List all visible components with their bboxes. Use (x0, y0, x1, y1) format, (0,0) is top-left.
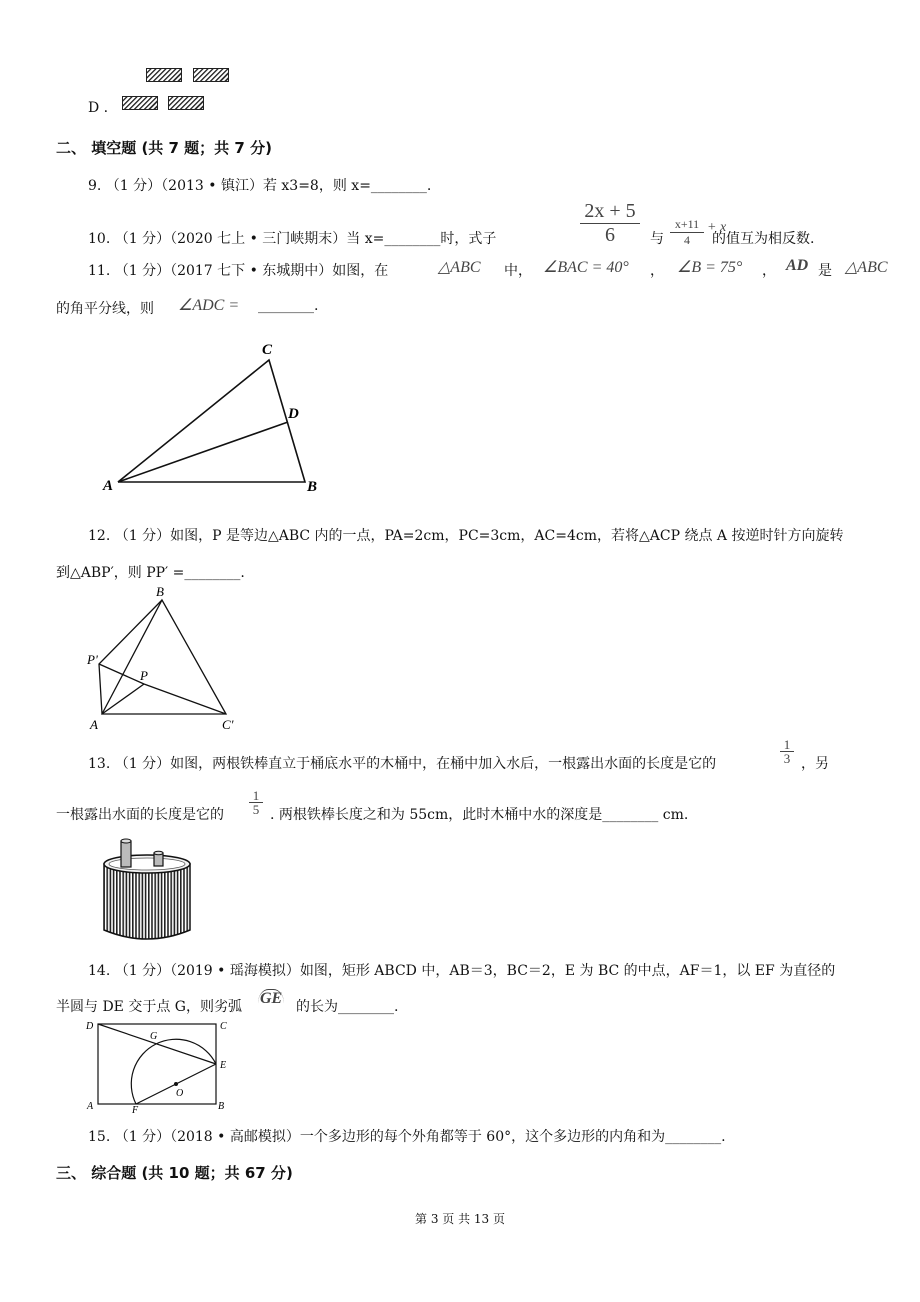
question-11-line-2b: ________. (258, 298, 319, 314)
label-c: C (220, 1021, 227, 1032)
question-14-line-2b: 的长为________. (296, 999, 399, 1015)
question-14-line-2a: 半圆与 DE 交于点 G，则劣弧 (56, 999, 242, 1015)
question-14-line-1: 14. （1 分）（2019 • 瑶海模拟）如图，矩形 ABCD 中，AB＝3，BC＝2，E 为 BC 的中点，AF＝1，以 EF 为直径的 (88, 963, 836, 979)
angle-bac: ∠BAC = 40° (543, 259, 629, 276)
triangle-abc: △ABC (845, 259, 888, 276)
rotation-figure (84, 584, 244, 734)
question-12-line-1: 12. （1 分）如图，P 是等边△ABC 内的一点，PA=2cm，PC=3cm，AC=4cm，若将△ACP 绕点 A 按逆时针方向旋转 (88, 528, 844, 544)
hatched-box (146, 68, 182, 82)
label-o: O (176, 1088, 184, 1099)
fraction-1 (580, 200, 640, 247)
question-9: 9. （1 分）（2013 • 镇江）若 x3=8，则 x=________. (88, 178, 432, 194)
triangle-abc: △ABC (438, 259, 481, 276)
label-a: A (87, 1101, 94, 1112)
label-p: P (140, 668, 148, 683)
question-10-text-b: 与 (650, 231, 664, 247)
fraction-1-5 (249, 789, 263, 816)
label-e: E (220, 1060, 227, 1071)
label-p-prime: P' (87, 652, 98, 667)
fraction-denominator: 5 (252, 802, 260, 817)
option-d-label: D . (88, 100, 109, 116)
section-3-title: 三、 综合题 (共 10 题；共 67 分) (56, 1164, 293, 1182)
section-2-title: 二、 填空题 (共 7 题；共 7 分) (56, 139, 272, 157)
question-13-line-2a: 一根露出水面的长度是它的 (56, 807, 224, 823)
fraction-numerator: 1 (252, 788, 260, 803)
page-footer: 第 3 页 共 13 页 (415, 1212, 505, 1226)
question-11-text-a: 11. （1 分）（2017 七下 • 东城期中）如图，在 (88, 263, 389, 279)
arc-ge-label: GE (260, 990, 283, 1007)
barrel-figure (100, 838, 200, 944)
question-11-line-2a: 的角平分线，则 (56, 301, 154, 317)
label-d: D (86, 1021, 94, 1032)
label-f: F (132, 1105, 139, 1114)
fraction-2-tail: + x (707, 220, 727, 235)
question-11-text-c: 是 (818, 263, 832, 279)
fraction-2-numerator: x+11 (674, 217, 700, 231)
hatched-box (122, 96, 158, 110)
question-12-line-2: 到△ABP′，则 PP′ =________. (56, 565, 245, 581)
fraction-1-denominator: 6 (605, 224, 615, 246)
fraction-2-denominator: 4 (684, 233, 690, 247)
label-b: B (307, 479, 318, 495)
separator: ， (650, 263, 664, 279)
label-d: D (288, 406, 299, 422)
triangle-abd-figure (100, 338, 330, 498)
question-13-line-1b: ，另 (801, 756, 829, 772)
question-10-text-a: 10. （1 分）（2020 七上 • 三门峡期末）当 x=________时，式子 (88, 231, 497, 247)
question-10-text-c: 的值互为相反数. (712, 231, 815, 247)
fraction-2 (670, 217, 704, 248)
question-13-line-1a: 13. （1 分）如图，两根铁棒直立于桶底水平的木桶中，在桶中加入水后，一根露出水面的长度是它的 (88, 756, 717, 772)
question-13-line-2b: . 两根铁棒长度之和为 55cm，此时木桶中水的深度是________ cm. (270, 807, 689, 823)
label-g: G (150, 1031, 158, 1042)
fraction-1-3 (780, 738, 794, 765)
hatched-box (168, 96, 204, 110)
label-a: A (103, 478, 114, 494)
question-15: 15. （1 分）（2018 • 高邮模拟）一个多边形的每个外角都等于 60°，这个多边形的内角和为________. (88, 1129, 726, 1145)
fraction-denominator: 3 (783, 751, 791, 766)
arc-ge (258, 990, 284, 1008)
fraction-numerator: 1 (783, 737, 791, 752)
rectangle-semicircle-figure (84, 1014, 244, 1114)
angle-b: ∠B = 75° (677, 259, 743, 276)
fraction-1-numerator: 2x + 5 (584, 200, 636, 222)
angle-adc: ∠ADC = (178, 297, 240, 314)
segment-ad: AD (786, 257, 809, 274)
label-b: B (156, 584, 164, 599)
label-a: A (90, 717, 98, 732)
question-11-text-b: 中， (504, 263, 532, 279)
label-b: B (218, 1101, 225, 1112)
separator: ， (762, 263, 776, 279)
label-c: C (262, 342, 273, 358)
hatched-box (193, 68, 229, 82)
label-c: C' (222, 717, 234, 732)
